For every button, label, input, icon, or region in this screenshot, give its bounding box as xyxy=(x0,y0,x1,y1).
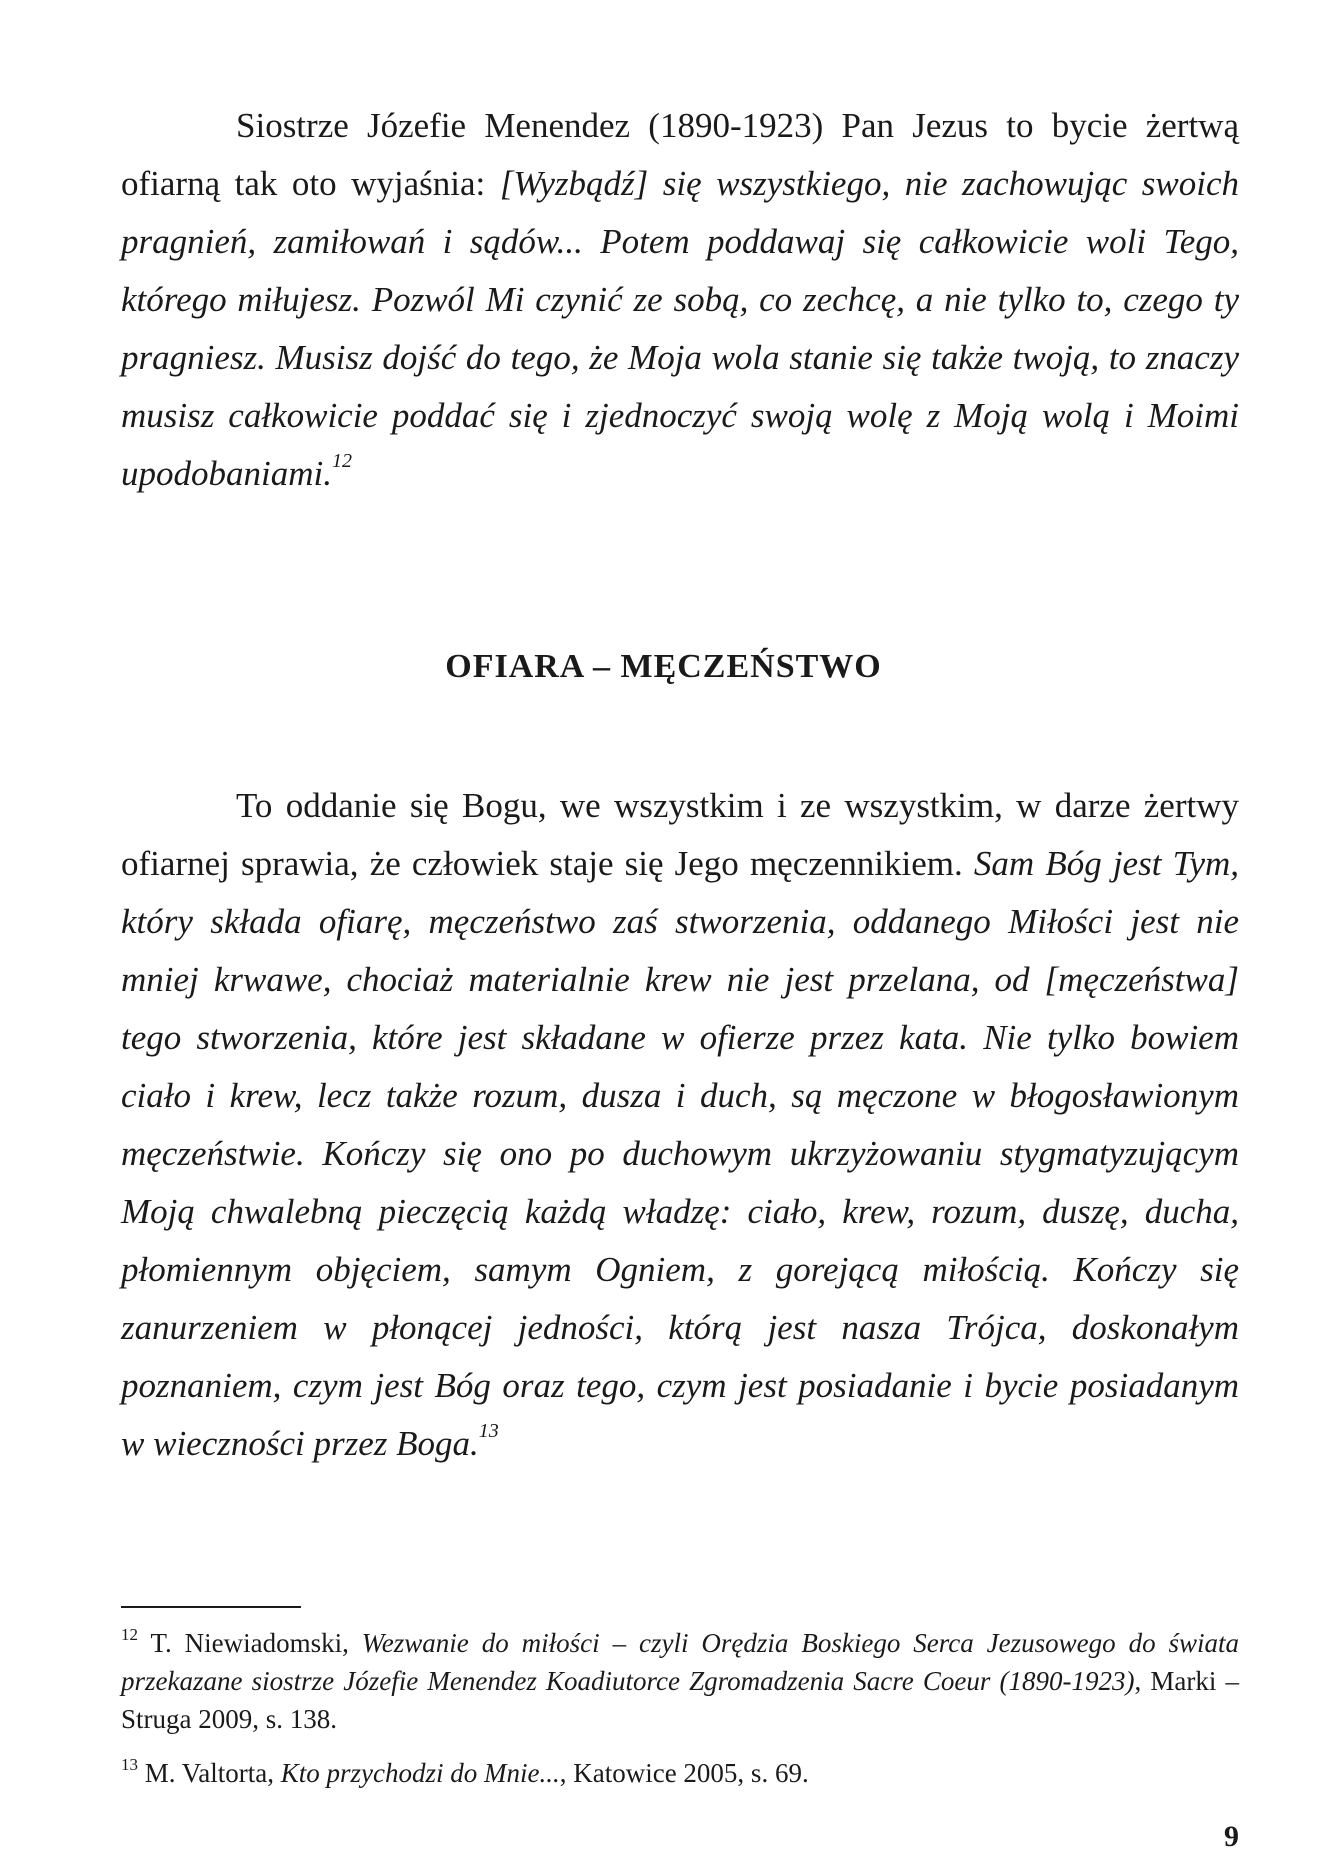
section-heading: OFIARA – MĘCZEŃSTWO xyxy=(445,648,882,685)
footnote-author: T. Niewiadomski, xyxy=(150,1628,362,1658)
footnote-number: 13 xyxy=(121,1755,138,1774)
footnote-ref-13[interactable]: 13 xyxy=(478,1420,499,1442)
footnote-title: Wezwanie do miłości – czyli Orędzia Boskiego Serca Jezusowego do świata przekazane siostrze Józefie Menendez Koadiutorce Zgromadzenia Sacre Coeur (1890-1923) xyxy=(121,1628,1240,1696)
footnote-publication: , Katowice 2005, s. 69. xyxy=(559,1758,809,1788)
paragraph-intro xyxy=(121,97,1239,503)
paragraph-intro-quote: [Wyzbądź] się wszystkiego, nie zachowując swoich pragnień, zamiłowań i sądów... Potem poddawaj się całkowicie woli Tego, którego miłujesz. Pozwól Mi czynić ze sobą, co zechcę, a nie tylko to, czego ty pragniesz. Musisz dojść do tego, że Moja wola stanie się także twoją, to znaczy musisz całkowicie poddać się i zjednoczyć swoją wolę z Moją wolą i Moimi upodobaniami. xyxy=(121,164,1239,493)
footnote-13 xyxy=(121,1754,1239,1792)
footnote-author: M. Valtorta, xyxy=(144,1758,281,1788)
paragraph-sacrifice-text: To oddanie się Bogu, we wszystkim i ze wszystkim, w darze żertwy ofiarnej sprawia, że człowiek staje się Jego męczennikiem. xyxy=(121,786,1239,883)
paragraph-sacrifice-quote: Sam Bóg jest Tym, który składa ofiarę, męczeństwo zaś stworzenia, oddanego Miłości jest nie mniej krwawe, chociaż materialnie krew nie jest przelana, od [męczeństwa] tego stworzenia, które jest składane w ofierze przez kata. Nie tylko bowiem ciało i krew, lecz także rozum, dusza i duch, są męczone w błogosławionym męczeństwie. Kończy się ono po duchowym ukrzyżowaniu stygmatyzującym Moją chwalebną pieczęcią każdą władzę: ciało, krew, rozum, duszę, ducha, płomiennym objęciem, samym Ogniem, z gorejącą miłością. Kończy się zanurzeniem w płonącej jedności, którą jest nasza Trójca, doskonałym poznaniem, czym jest Bóg oraz tego, czym jest posiadanie i bycie posiadanym w wieczności przez Boga. xyxy=(121,844,1239,1463)
footnote-number: 12 xyxy=(121,1625,138,1644)
footnote-publication: , Marki – Struga 2009, s. 138. xyxy=(121,1666,1239,1734)
footnote-title: Kto przychodzi do Mnie... xyxy=(280,1758,560,1788)
footnote-12 xyxy=(121,1624,1239,1738)
footnote-ref-12[interactable]: 12 xyxy=(331,450,352,472)
footnote-divider xyxy=(121,1606,301,1608)
page-number: 9 xyxy=(1224,1820,1239,1853)
paragraph-sacrifice xyxy=(121,777,1239,1473)
paragraph-intro-text: Siostrze Józefie Menendez (1890-1923) Pan Jezus to bycie żertwą ofiarną tak oto wyjaśnia: xyxy=(121,106,1239,203)
